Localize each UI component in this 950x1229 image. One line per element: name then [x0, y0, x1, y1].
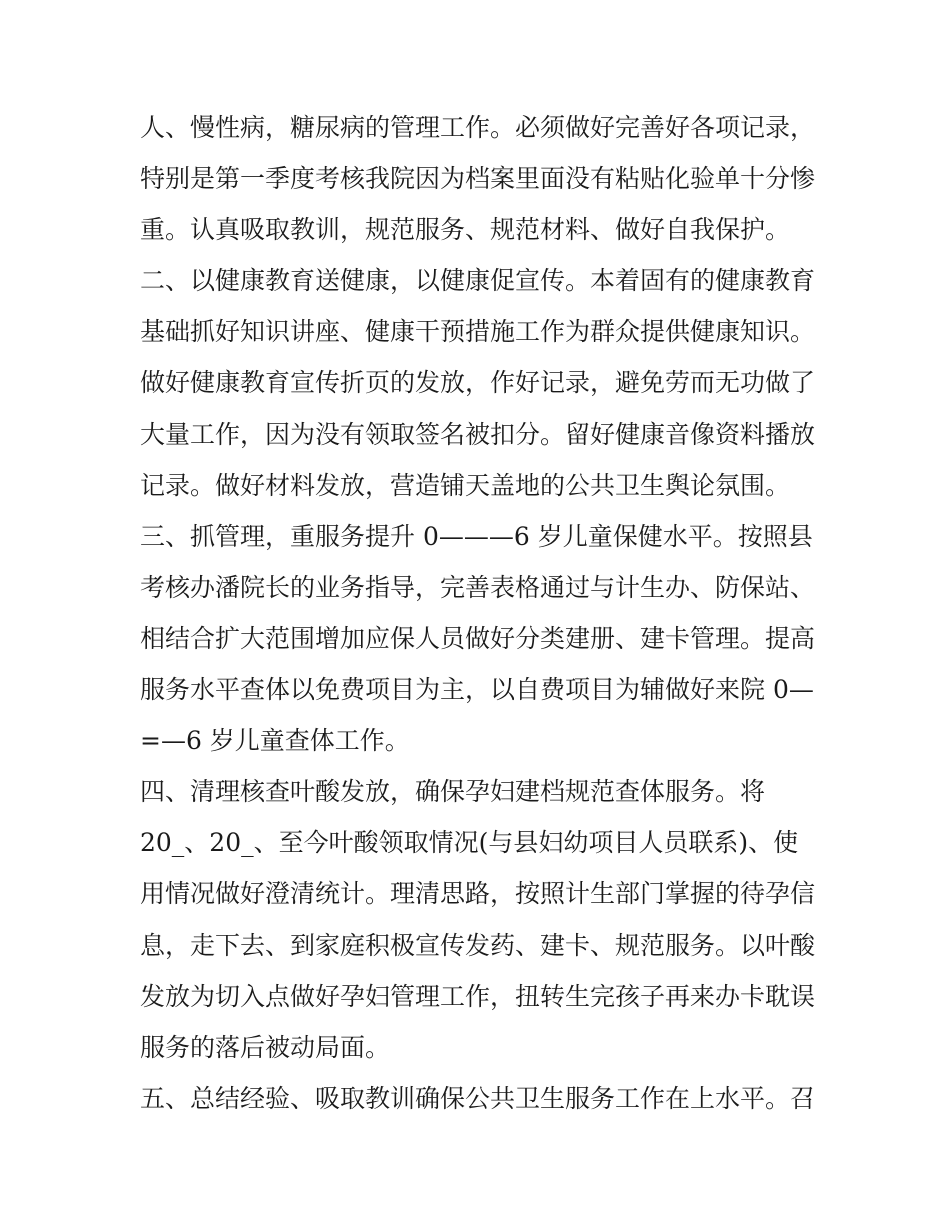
- text-line: 服务水平查体以免费项目为主，以自费项目为辅做好来院 0—: [140, 675, 814, 705]
- text-line: 三、抓管理，重服务提升 0———6 岁儿童保健水平。按照县: [140, 521, 813, 551]
- body-text: [140, 102, 820, 1124]
- text-line: 记录。做好材料发放，营造铺天盖地的公共卫生舆论氛围。: [140, 470, 791, 500]
- text-line: 20_、20_、至今叶酸领取情况(与县妇幼项目人员联系)、使: [140, 828, 799, 858]
- text-line: 重。认真吸取教训，规范服务、规范材料、做好自我保护。: [140, 215, 791, 245]
- text-line: 相结合扩大范围增加应保人员做好分类建册、建卡管理。提高: [140, 623, 816, 653]
- text-line: 五、总结经验、吸取教训确保公共卫生服务工作在上水平。召: [140, 1083, 816, 1113]
- text-line: 人、慢性病，糖尿病的管理工作。必须做好完善好各项记录，: [140, 113, 816, 142]
- text-line: 做好健康教育宣传折页的发放，作好记录，避免劳而无功做了: [140, 368, 816, 398]
- text-line: 基础抓好知识讲座、健康干预措施工作为群众提供健康知识。: [140, 317, 816, 347]
- text-line: 用情况做好澄清统计。理清思路，按照计生部门掌握的待孕信: [140, 879, 816, 909]
- text-line: 发放为切入点做好孕妇管理工作，扭转生完孩子再来办卡耽误: [140, 981, 816, 1011]
- text-line: 四、清理核查叶酸发放，确保孕妇建档规范查体服务。将: [140, 777, 766, 807]
- text-line: 息，走下去、到家庭积极宣传发药、建卡、规范服务。以叶酸: [140, 930, 816, 960]
- text-line: 大量工作，因为没有领取签名被扣分。留好健康音像资料播放: [140, 419, 816, 449]
- text-line: 服务的落后被动局面。: [140, 1032, 391, 1062]
- text-line: =—6 岁儿童查体工作。: [140, 726, 410, 756]
- text-line: 考核办潘院长的业务指导，完善表格通过与计生办、防保站、: [140, 572, 816, 602]
- text-line: 二、以健康教育送健康，以健康促宣传。本着固有的健康教育: [140, 266, 816, 296]
- text-line: 特别是第一季度考核我院因为档案里面没有粘贴化验单十分惨: [140, 164, 816, 194]
